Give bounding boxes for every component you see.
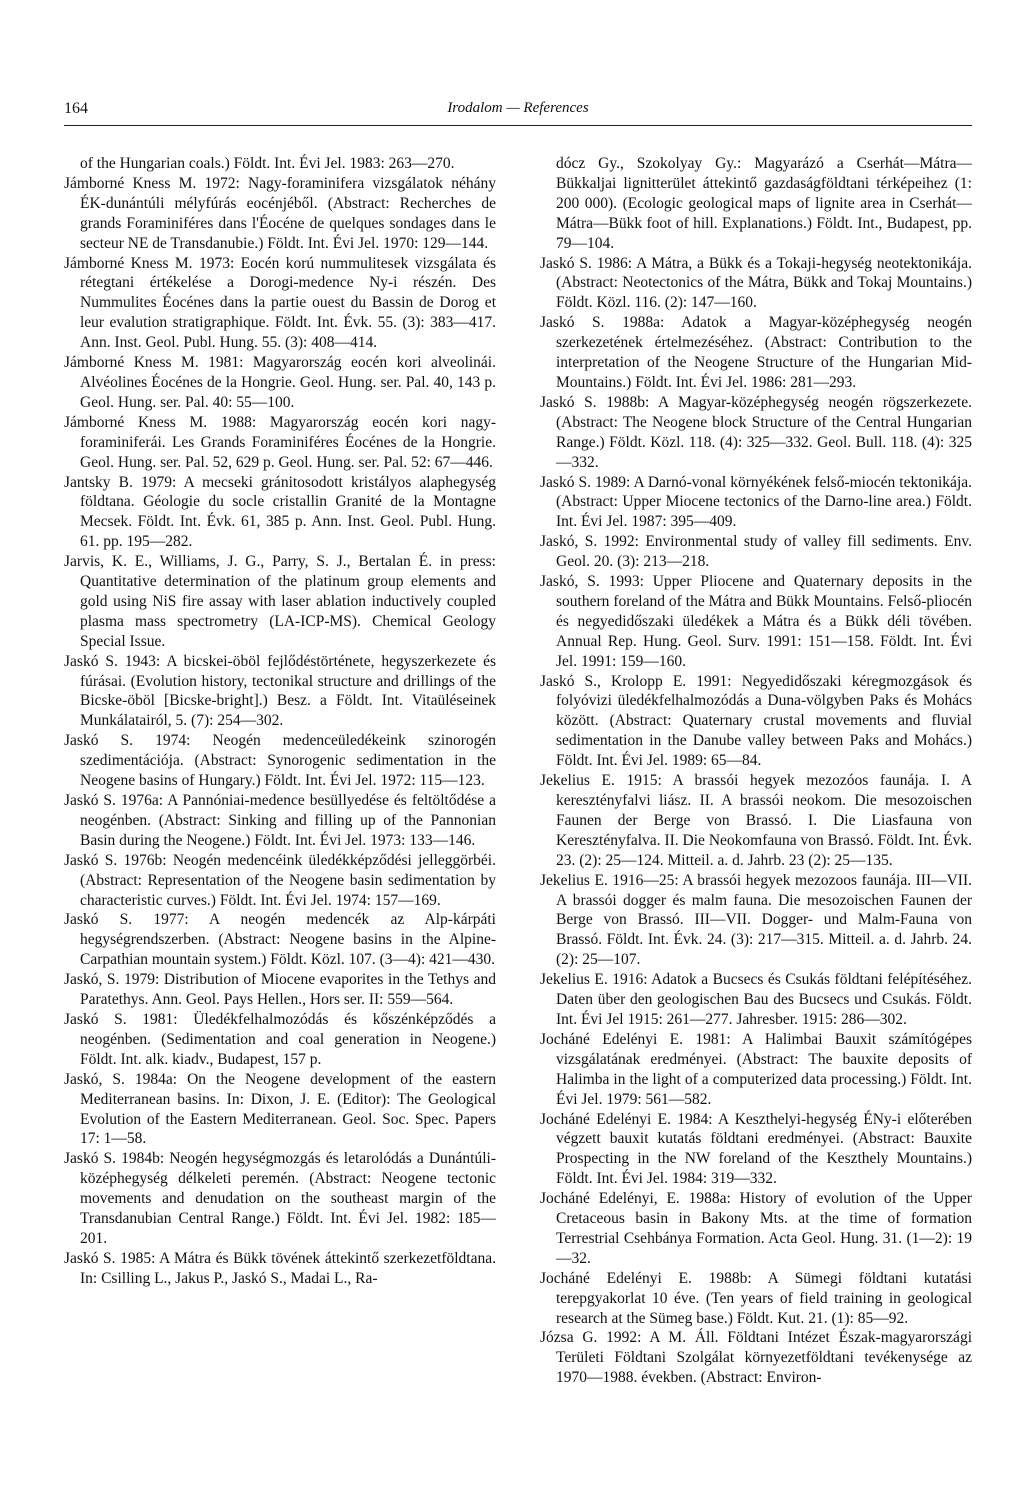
reference-entry: Jekelius E. 1916—25: A brassói hegyek mezozoos faunája. III—VII. A brassói dogger és malm fauna. Die mesozoischen Faunen der Berge von Brassó. III—VII. Dogger- und Malm-Fauna von Brassó. Földt. Int. Évk. 24. (3): 217—315. Mitteil. a. d. Jahrb. 24. (2): 25—107. xyxy=(540,871,972,969)
reference-entry: Jaskó S. 1976a: A Pannóniai-medence besüllyedése és feltöltődése a neogénben. (Abstract: Sinking and filling up of the Pannonian Basin during the Neogene.) Földt. Int. Évi Jel. 1973: 133—146. xyxy=(64,792,496,849)
left-column xyxy=(64,154,496,1289)
reference-entry: Jaskó S. 1977: A neogén medencék az Alp-kárpáti hegységrendszerben. (Abstract: Neogene basins in the Alpine-Carpathian mountain system.) Földt. Közl. 107. (3—4): 421—430. xyxy=(64,911,496,969)
reference-entry: Jaskó S. 1988b: A Magyar-középhegység neogén rögszerkezete. (Abstract: The Neogene block Structure of the Central Hungarian Range.) Földt. Közl. 118. (4): 325—332. Geol. Bull. 118. (4): 325—332. xyxy=(540,393,972,471)
running-title: Irodalom — References xyxy=(447,100,589,116)
reference-entry: Jámborné Kness M. 1981: Magyarország eocén kori alveolinái. Alvéolines Éocénes de la Hongrie. Geol. Hung. ser. Pal. 40, 143 p. Geol. Hung. ser. Pal. 40: 55—100. xyxy=(64,354,496,411)
right-column xyxy=(540,154,972,1388)
reference-entry: Józsa G. 1992: A M. Áll. Földtani Intézet Észak-magyarországi Területi Földtani Szolgálat környezetföldtani tevékenysége az 1970—1988. években. (Abstract: Environ- xyxy=(540,1329,972,1387)
reference-entry: Jaskó S. 1989: A Darnó-vonal környékének felső-miocén tektonikája. (Abstract: Upper Miocene tectonics of the Darno-line area.) Földt. Int. Évi Jel. 1987: 395—409. xyxy=(540,473,972,531)
reference-entry: Jaskó, S. 1993: Upper Pliocene and Quaternary deposits in the southern foreland of the Mátra and Bükk Mountains. Felső-pliocén és negyedidőszaki üledékek a Mátra és a Bükk déli tövében. Annual Rep. Hung. Geol. Surv. 1991: 151—158. Földt. Int. Évi Jel. 1991: 159—160. xyxy=(540,573,972,670)
page-number: 164 xyxy=(64,100,88,117)
reference-entry: Jekelius E. 1915: A brassói hegyek mezozóos faunája. I. A keresztényfalvi liász. II. A brassói neokom. Die mesozoischen Faunen der Berge von Brassó. I. Die Liasfauna von Keresztényfalva. II. Die Neokomfauna von Brassó. Földt. Int. Évk. 23. (2): 25—124. Mitteil. a. d. Jahrb. 23 (2): 25—135. xyxy=(540,772,972,869)
header-rule xyxy=(64,125,972,126)
reference-entry: Jaskó S. 1984b: Neogén hegységmozgás és letarolódás a Dunántúli-középhegység délkeleti peremén. (Abstract: Neogene tectonic movements and denudation on the southeast margin of the Transdanubian Central Range.) Földt. Int. Évi Jel. 1982: 185—201. xyxy=(64,1150,496,1247)
reference-entry: Jocháné Edelényi E. 1981: A Halimbai Bauxit számítógépes vizsgálatának eredményei. (Abstract: The bauxite deposits of Halimba in the light of a computerized data processing.) Földt. Int. Évi Jel. 1979: 561—582. xyxy=(540,1030,972,1108)
reference-entry: Jarvis, K. E., Williams, J. G., Parry, S. J., Bertalan É. in press: Quantitative determination of the platinum group elements and gold using NiS fire assay with laser ablation inductively coupled plasma mass spectrometry (LA-ICP-MS). Chemical Geology Special Issue. xyxy=(64,553,496,650)
page-header xyxy=(64,98,972,128)
reference-entry: Jocháné Edelényi, E. 1988a: History of evolution of the Upper Cretaceous basin in Bakony Mts. at the time of formation Terrestrial Csehbánya Formation. Acta Geol. Hung. 31. (1—2): 19—32. xyxy=(540,1190,972,1267)
reference-entry: Jaskó S. 1985: A Mátra és Bükk tövének áttekintő szerkezetföldtana. In: Csilling L., Jakus P., Jaskó S., Madai L., Ra- xyxy=(64,1249,496,1287)
reference-entry: Jámborné Kness M. 1973: Eocén korú nummulitesek vizsgálata és rétegtani értékelése a Dorogi-medence Ny-i részén. Des Nummulites Éocénes dans la partie ouest du Bassin de Dorog et leur evalution stratigraphique. Földt. Int. Évk. 55. (3): 383—417. Ann. Inst. Geol. Publ. Hung. 55. (3): 408—414. xyxy=(64,254,496,352)
reference-entry: Jaskó S. 1988a: Adatok a Magyar-középhegység neogén szerkezetének értelmezéséhez. (Abstract: Contribution to the interpretation of the Neogene Structure of the Hungarian Mid-Mountains.) Földt. Int. Évi Jel. 1986: 281—293. xyxy=(540,314,972,391)
reference-entry: Jaskó S. 1986: A Mátra, a Bükk és a Tokaji-hegység neotektonikája. (Abstract: Neotectonics of the Mátra, Bükk and Tokaj Mountains.) Földt. Közl. 116. (2): 147—160. xyxy=(540,254,972,312)
reference-entry: Jantsky B. 1979: A mecseki gránitosodott kristályos alaphegység földtana. Géologie du socle cristallin Granité de la Montagne Mecsek. Földt. Int. Évk. 61, 385 p. Ann. Inst. Geol. Publ. Hung. 61. pp. 195—282. xyxy=(64,473,496,551)
reference-entry: Jaskó, S. 1984a: On the Neogene development of the eastern Mediterranean basins. In: Dixon, J. E. (Editor): The Geological Evolution of the Eastern Mediterranean. Geol. Soc. Spec. Papers 17: 1—58. xyxy=(64,1070,496,1148)
reference-entry: Jaskó, S. 1979: Distribution of Miocene evaporites in the Tethys and Paratethys. Ann. Geol. Pays Hellen., Hors ser. II: 559—564. xyxy=(64,971,496,1009)
reference-entry: Jaskó, S. 1992: Environmental study of valley fill sediments. Env. Geol. 20. (3): 213—218. xyxy=(540,533,972,571)
reference-entry: Jaskó S., Krolopp E. 1991: Negyedidőszaki kéregmozgások és folyóvizi üledékfelhalmozódás a Duna-völgyben Paks és Mohács között. (Abstract: Quaternary crustal movements and fluvial sedimentation in the Danube valley between Paks and Mohács.) Földt. Int. Évi Jel. 1989: 65—84. xyxy=(540,672,972,770)
reference-entry: Jaskó S. 1943: A bicskei-öböl fejlődéstörténete, hegyszerkezete és fúrásai. (Evolution history, tectonikal structure and drillings of the Bicske-öböl [Bicske-bright].) Besz. a Földt. Int. Vitaüléseinek Munkálatairól, 5. (7): 254—302. xyxy=(64,652,496,730)
reference-entry: Jaskó S. 1981: Üledékfelhalmozódás és kőszénképződés a neogénben. (Sedimentation and coal generation in Neogene.) Földt. Int. alk. kiadv., Budapest, 157 p. xyxy=(64,1010,496,1068)
reference-entry: Jámborné Kness M. 1972: Nagy-foraminifera vizsgálatok néhány ÉK-dunántúli mélyfúrás eocénjéből. (Abstract: Recherches de grands Foraminiféres dans l'Éocéne de quelques sondages dans le secteur NE de Transdanubie.) Földt. Int. Évi Jel. 1970: 129—144. xyxy=(64,174,496,252)
reference-entry: of the Hungarian coals.) Földt. Int. Évi Jel. 1983: 263—270. xyxy=(80,155,455,172)
reference-entry: Jaskó S. 1976b: Neogén medencéink üledékképződési jelleggörbéi. (Abstract: Representation of the Neogene basin sedimentation by characteristic curves.) Földt. Int. Évi Jel. 1974: 157—169. xyxy=(64,851,496,909)
reference-entry: dócz Gy., Szokolyay Gy.: Magyarázó a Cserhát—Mátra—Bükkaljai lignitterület áttekintő gazdaságföldtani térképeihez (1: 200 000). (Ecologic geological maps of lignite area in Cserhát—Mátra—Bükk foot of hill. Explanations.) Földt. Int., Budapest, pp. 79—104. xyxy=(556,155,972,252)
reference-entry: Jekelius E. 1916: Adatok a Bucsecs és Csukás földtani felépítéséhez. Daten über den geologischen Bau des Bucsecs und Csukás. Földt. Int. Évi Jel 1915: 261—277. Jahresber. 1915: 286—302. xyxy=(540,971,972,1028)
reference-entry: Jocháné Edelényi E. 1988b: A Sümegi földtani kutatási terepgyakorlat 10 éve. (Ten years of field training in geological research at the Sümeg base.) Földt. Kut. 21. (1): 85—92. xyxy=(540,1269,972,1327)
reference-entry: Jámborné Kness M. 1988: Magyarország eocén kori nagy-foraminiferái. Les Grands Foraminiféres Éocénes de la Hongrie. Geol. Hung. ser. Pal. 52, 629 p. Geol. Hung. ser. Pal. 52: 67—446. xyxy=(64,413,496,471)
reference-entry: Jocháné Edelényi E. 1984: A Keszthelyi-hegység ÉNy-i előterében végzett bauxit kutatás földtani eredményei. (Abstract: Bauxite Prospecting in the NW foreland of the Keszthely Mountains.) Földt. Int. Évi Jel. 1984: 319—332. xyxy=(540,1110,972,1188)
reference-entry: Jaskó S. 1974: Neogén medenceüledékeink szinorogén szedimentációja. (Abstract: Synorogenic sedimentation in the Neogene basins of Hungary.) Földt. Int. Évi Jel. 1972: 115—123. xyxy=(64,732,496,790)
